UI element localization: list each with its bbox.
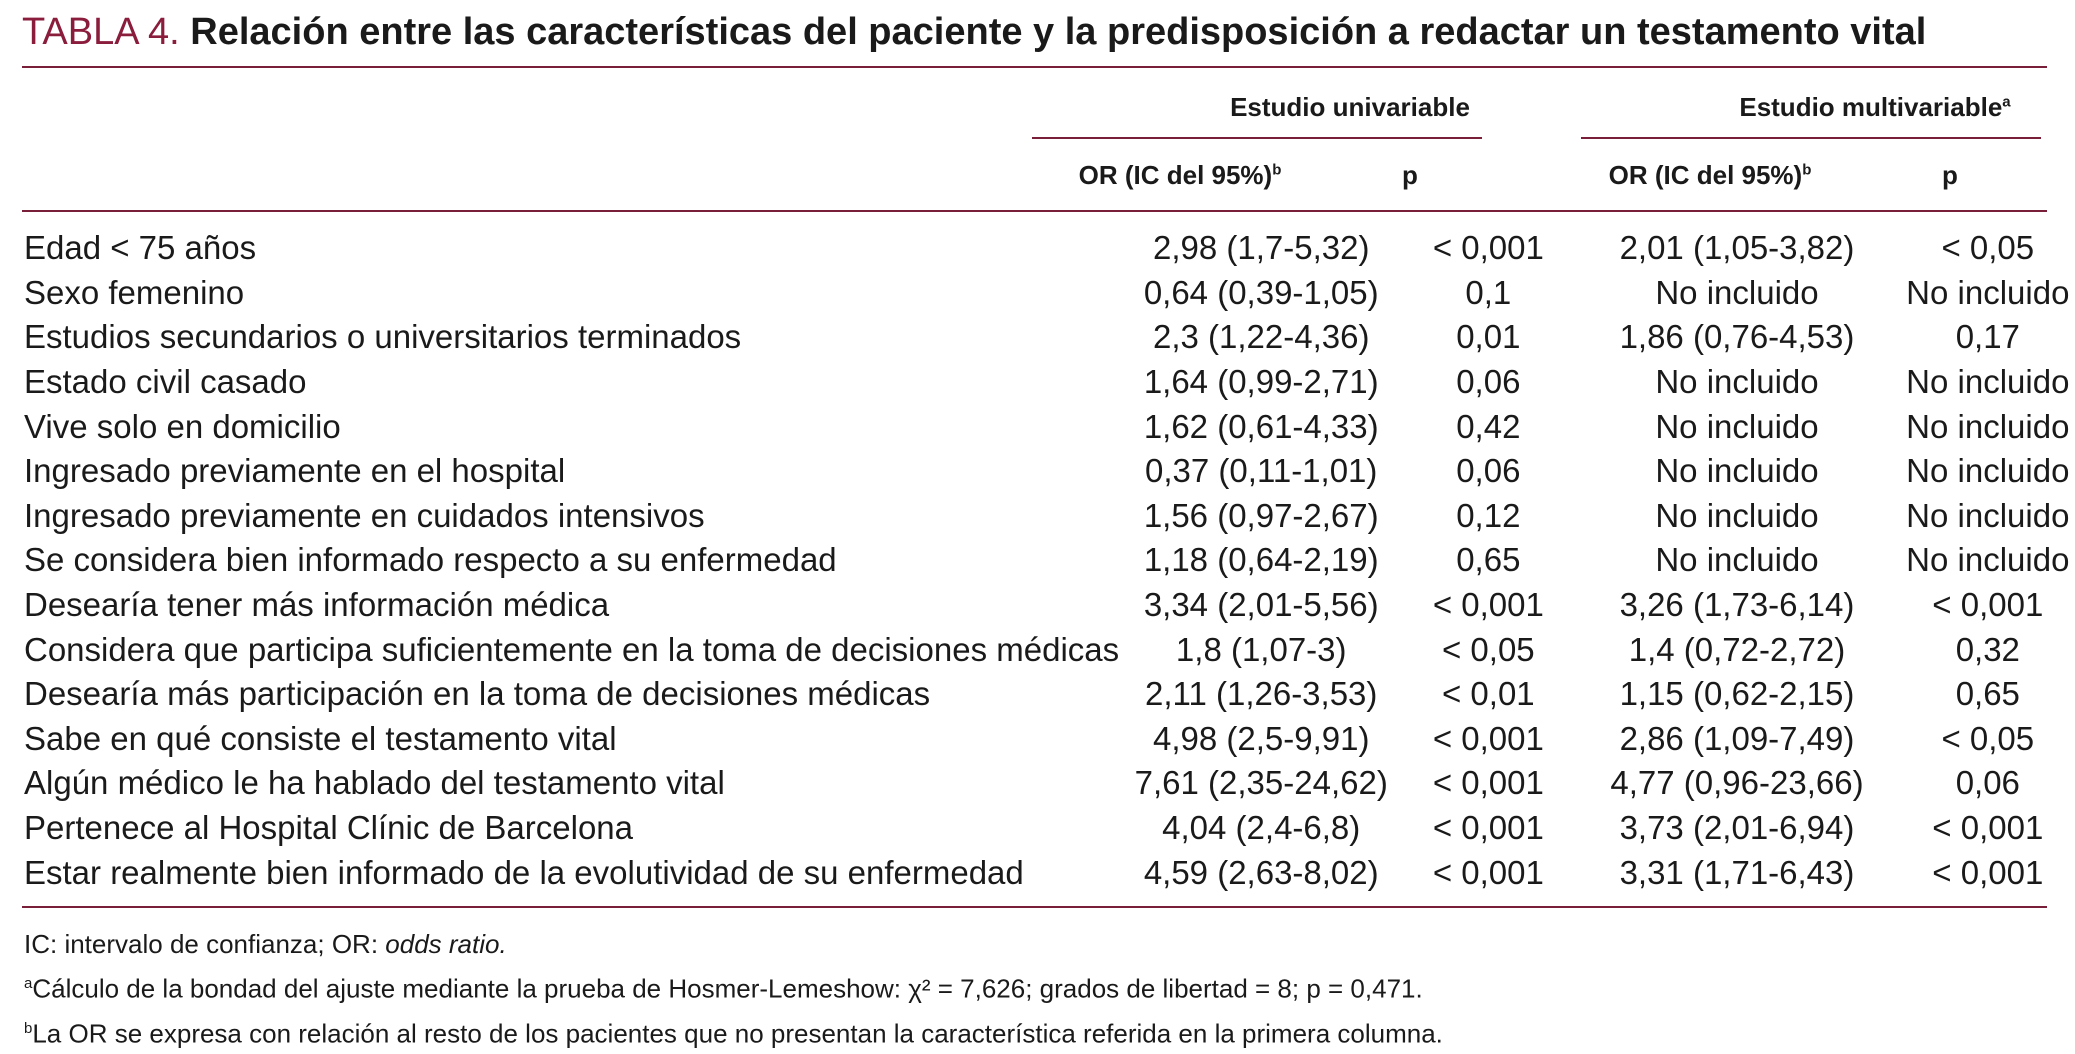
multi-or-cell: No incluido	[1655, 541, 1819, 579]
multi-or-cell: 3,26 (1,73-6,14)	[1619, 586, 1855, 624]
multi-or-cell: No incluido	[1655, 496, 1819, 534]
footnote-abbreviations: IC: intervalo de confianza; OR: odds ratio.	[24, 929, 507, 959]
header-uni-p: p	[1402, 160, 1418, 190]
multi-or-cell: No incluido	[1655, 363, 1819, 401]
univariable-rule	[1032, 137, 1482, 139]
multi-p-cell: No incluido	[1906, 496, 2070, 534]
uni-or-cell: 4,04 (2,4-6,8)	[1162, 809, 1361, 847]
table-row	[0, 226, 2075, 271]
uni-or-cell: 0,64 (0,39-1,05)	[1143, 273, 1379, 311]
multi-or-cell: 1,86 (0,76-4,53)	[1619, 318, 1855, 356]
multi-p-cell: No incluido	[1906, 273, 2070, 311]
uni-or-cell: 1,64 (0,99-2,71)	[1143, 363, 1379, 401]
table-row	[0, 806, 2075, 851]
uni-p-cell: < 0,001	[1432, 809, 1544, 847]
table-row	[0, 494, 2075, 539]
row-label: Sexo femenino	[24, 273, 245, 311]
row-label: Desearía tener más información médica	[24, 586, 610, 624]
uni-p-cell: 0,06	[1456, 452, 1521, 490]
row-label: Considera que participa suficientemente en la toma de decisiones médicas	[24, 630, 1120, 668]
multi-or-cell: 3,73 (2,01-6,94)	[1619, 809, 1855, 847]
uni-p-cell: 0,12	[1456, 496, 1521, 534]
table-row	[0, 360, 2075, 405]
table-row	[0, 850, 2075, 895]
multi-p-cell: 0,17	[1955, 318, 2020, 356]
table-title	[22, 8, 1926, 56]
table-row	[0, 538, 2075, 583]
multi-p-cell: No incluido	[1906, 363, 2070, 401]
footnote-a: $^a$Cálculo de la bondad del ajuste mediante la prueba de Hosmer-Lemeshow: χ² = 7,626; grados de libertad = 8; p = 0,471.	[24, 973, 1423, 1004]
row-label: Ingresado previamente en cuidados intensivos	[24, 496, 705, 534]
multi-p-cell: < 0,001	[1932, 586, 2044, 624]
table-row	[0, 271, 2075, 316]
row-label: Se considera bien informado respecto a su enfermedad	[24, 541, 837, 579]
uni-or-cell: 1,18 (0,64-2,19)	[1143, 541, 1379, 579]
uni-or-cell: 1,62 (0,61-4,33)	[1143, 407, 1379, 445]
uni-p-cell: < 0,001	[1432, 764, 1544, 802]
multivariable-rule	[1581, 137, 2041, 139]
multi-p-cell: No incluido	[1906, 452, 2070, 490]
uni-p-cell: < 0,05	[1441, 630, 1535, 668]
header-bottom-rule	[22, 210, 2047, 212]
multi-or-cell: No incluido	[1655, 273, 1819, 311]
table-number: TABLA 4.	[22, 11, 180, 53]
uni-p-cell: 0,1	[1465, 273, 1512, 311]
multi-or-cell: 2,86 (1,09-7,49)	[1619, 719, 1855, 757]
table-row	[0, 583, 2075, 628]
multi-or-cell: 1,15 (0,62-2,15)	[1619, 675, 1855, 713]
uni-or-cell: 1,8 (1,07-3)	[1175, 630, 1347, 668]
row-label: Vive solo en domicilio	[24, 407, 341, 445]
uni-or-cell: 2,98 (1,7-5,32)	[1152, 229, 1370, 267]
uni-or-cell: 3,34 (2,01-5,56)	[1143, 586, 1379, 624]
row-label: Estudios secundarios o universitarios terminados	[24, 318, 742, 356]
row-label: Estado civil casado	[24, 363, 307, 401]
multi-or-cell: No incluido	[1655, 407, 1819, 445]
uni-p-cell: < 0,001	[1432, 853, 1544, 891]
multi-or-cell: 3,31 (1,71-6,43)	[1619, 853, 1855, 891]
uni-p-cell: 0,06	[1456, 363, 1521, 401]
table-row	[0, 672, 2075, 717]
multi-p-cell: < 0,05	[1941, 229, 2035, 267]
table-row	[0, 627, 2075, 672]
uni-p-cell: < 0,001	[1432, 586, 1544, 624]
row-label: Estar realmente bien informado de la evolutividad de su enfermedad	[24, 853, 1024, 891]
header-multi-or: OR (IC del 95%)$^b$	[1608, 160, 1812, 190]
uni-or-cell: 2,11 (1,26-3,53)	[1145, 675, 1378, 713]
multi-p-cell: No incluido	[1906, 541, 2070, 579]
table-row	[0, 761, 2075, 806]
uni-p-cell: 0,42	[1456, 407, 1521, 445]
multi-p-cell: < 0,05	[1941, 719, 2035, 757]
header-multivariable: Estudio multivariable$^a$	[1739, 92, 2011, 122]
multi-or-cell: No incluido	[1655, 452, 1819, 490]
multi-or-cell: 1,4 (0,72-2,72)	[1628, 630, 1846, 668]
row-label: Ingresado previamente en el hospital	[24, 452, 566, 490]
bottom-rule	[22, 906, 2047, 908]
multi-p-cell: 0,06	[1955, 764, 2020, 802]
footnotes	[24, 924, 1443, 1053]
table-row	[0, 449, 2075, 494]
uni-or-cell: 1,56 (0,97-2,67)	[1143, 496, 1379, 534]
header-univariable: Estudio univariable	[1230, 92, 1470, 122]
data-table	[0, 226, 2075, 895]
uni-p-cell: 0,65	[1456, 541, 1521, 579]
row-label: Edad < 75 años	[24, 229, 257, 267]
table-row	[0, 404, 2075, 449]
row-label: Sabe en qué consiste el testamento vital	[24, 719, 617, 757]
multi-or-cell: 2,01 (1,05-3,82)	[1619, 229, 1855, 267]
multi-p-cell: < 0,001	[1932, 853, 2044, 891]
multi-or-cell: 4,77 (0,96-23,66)	[1610, 764, 1864, 802]
multi-p-cell: 0,65	[1955, 675, 2020, 713]
uni-or-cell: 0,37 (0,11-1,01)	[1145, 452, 1378, 490]
multi-p-cell: < 0,001	[1932, 809, 2044, 847]
multi-p-cell: 0,32	[1955, 630, 2020, 668]
uni-or-cell: 4,98 (2,5-9,91)	[1152, 719, 1370, 757]
table-row	[0, 717, 2075, 762]
uni-p-cell: 0,01	[1456, 318, 1521, 356]
multi-p-cell: No incluido	[1906, 407, 2070, 445]
uni-or-cell: 4,59 (2,63-8,02)	[1143, 853, 1379, 891]
uni-or-cell: 2,3 (1,22-4,36)	[1152, 318, 1370, 356]
uni-or-cell: 7,61 (2,35-24,62)	[1134, 764, 1388, 802]
row-label: Desearía más participación en la toma de decisiones médicas	[24, 675, 931, 713]
table-row	[0, 315, 2075, 360]
row-label: Algún médico le ha hablado del testamento vital	[24, 764, 725, 802]
uni-p-cell: < 0,001	[1432, 719, 1544, 757]
table-caption: Relación entre las características del paciente y la predisposición a redactar un testamento vital	[190, 11, 1927, 53]
uni-p-cell: < 0,001	[1432, 229, 1544, 267]
header-uni-or: OR (IC del 95%)$^b$	[1078, 160, 1282, 190]
top-rule	[22, 66, 2047, 68]
row-label: Pertenece al Hospital Clínic de Barcelona	[24, 809, 634, 847]
footnote-b: $^b$La OR se expresa con relación al resto de los pacientes que no presentan la característica referida en la primera columna.	[24, 1018, 1443, 1049]
header-multi-p: p	[1942, 160, 1958, 190]
uni-p-cell: < 0,01	[1441, 675, 1535, 713]
